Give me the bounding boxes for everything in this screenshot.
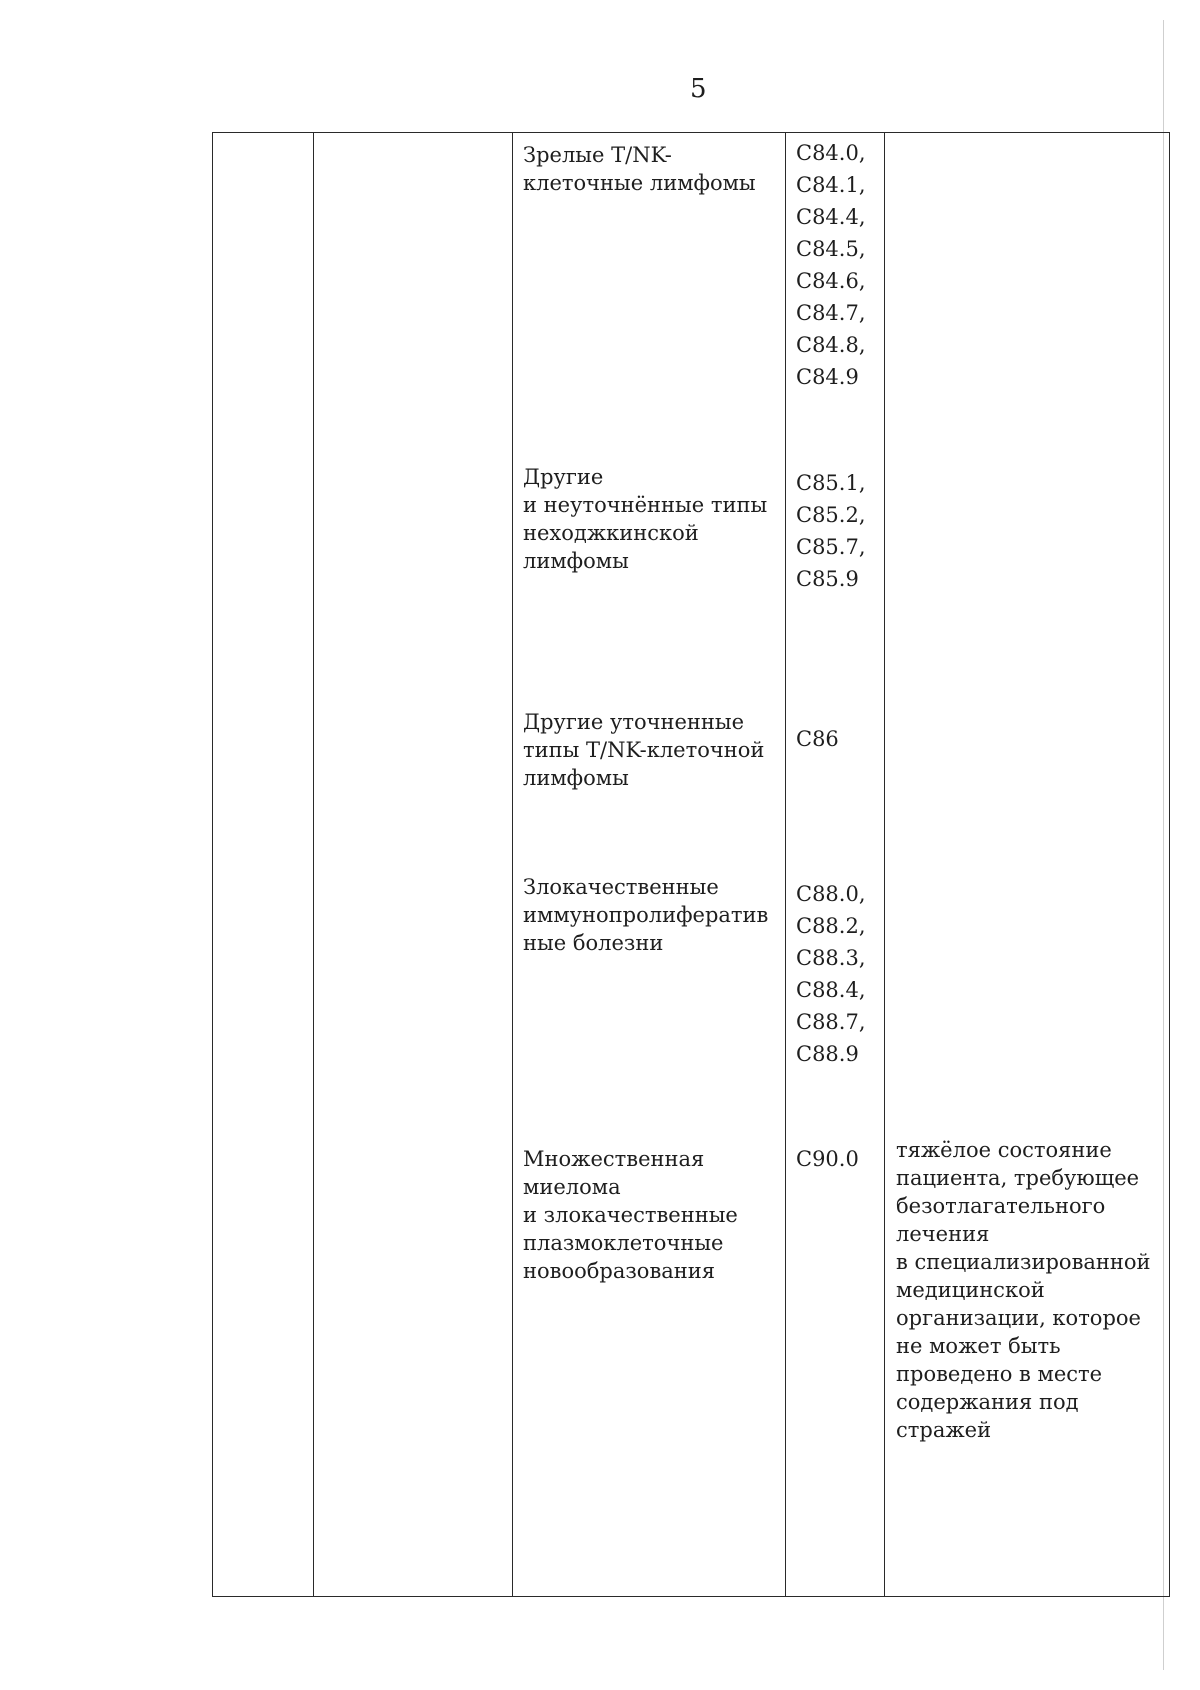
icd-codes-cell: C84.0, C84.1, C84.4, C84.5, C84.6, C84.7, C84.8, C84.9 bbox=[796, 141, 866, 389]
diagnosis-cell: Другие и неуточнённые типы неходжкинской лимфомы bbox=[523, 465, 768, 573]
column-divider-1 bbox=[313, 133, 314, 1596]
column-divider-3 bbox=[785, 133, 786, 1596]
diagnosis-cell: Другие уточненные типы T/NK-клеточной лимфомы bbox=[523, 710, 765, 790]
column-divider-2 bbox=[512, 133, 513, 1596]
icd-codes-cell: C88.0, C88.2, C88.3, C88.4, C88.7, C88.9 bbox=[796, 882, 866, 1066]
condition-cell: тяжёлое состояние пациента, требующее безотлагательного лечения в специализированной медицинской организации, которое не может быть проведено в месте содержания под стражей bbox=[896, 1138, 1151, 1442]
diagnosis-cell: Зрелые T/NK- клеточные лимфомы bbox=[523, 143, 756, 195]
page-number: 5 bbox=[690, 74, 707, 104]
icd-codes-cell: C85.1, C85.2, C85.7, C85.9 bbox=[796, 471, 866, 591]
column-divider-4 bbox=[884, 133, 885, 1596]
diagnosis-table bbox=[212, 132, 1170, 1597]
icd-codes-cell: C90.0 bbox=[796, 1147, 859, 1171]
diagnosis-cell: Злокачественные иммунопролифератив ные болезни bbox=[523, 875, 769, 955]
diagnosis-cell: Множественная миелома и злокачественные плазмоклеточные новообразования bbox=[523, 1147, 738, 1283]
icd-codes-cell: C86 bbox=[796, 727, 839, 751]
